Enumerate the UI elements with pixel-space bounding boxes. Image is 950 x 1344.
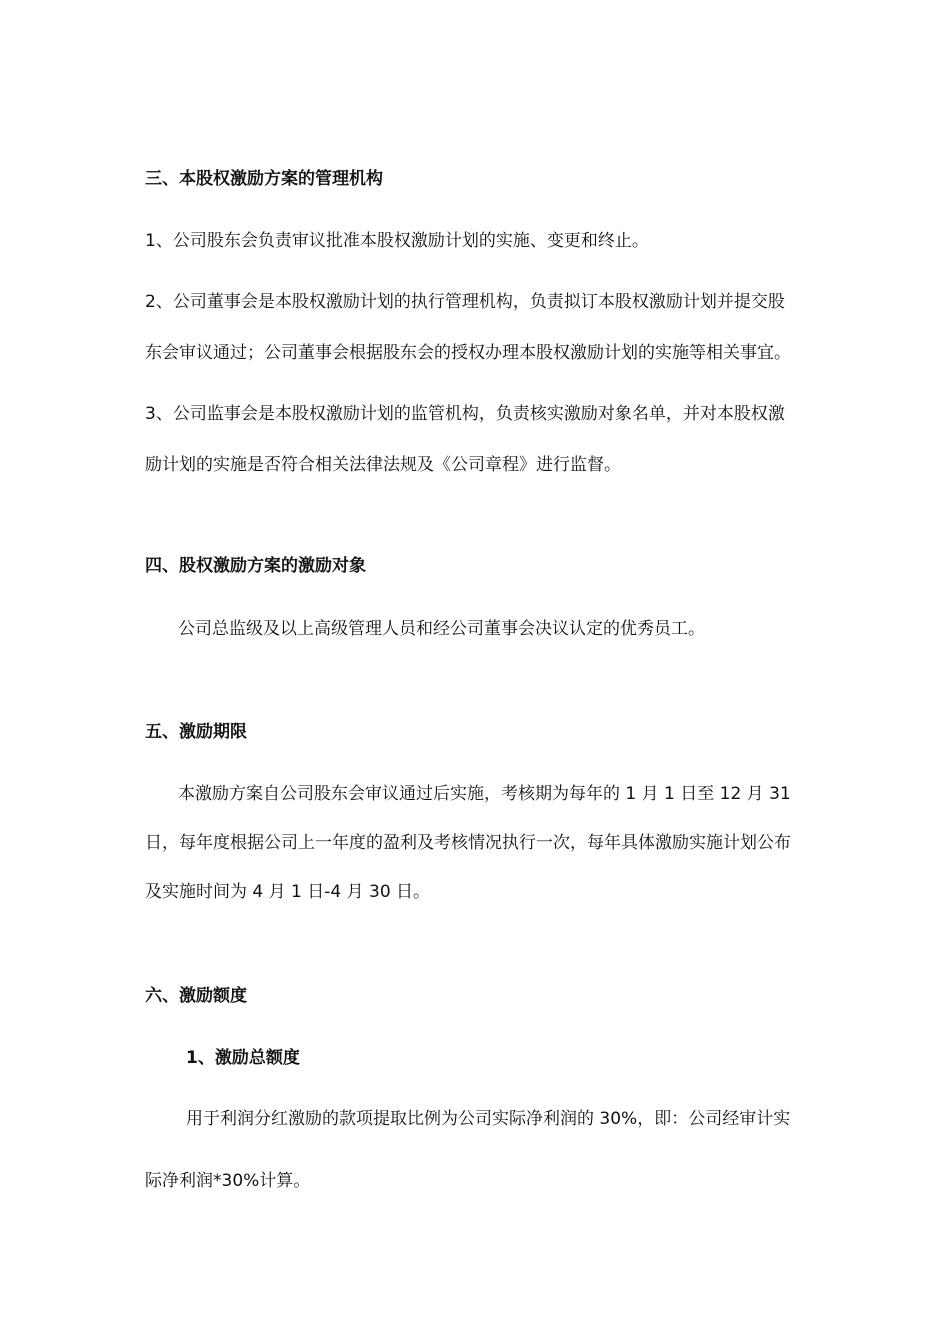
- section-5-heading: 五、激励期限: [145, 722, 247, 742]
- section-3-item-3-line-2: 励计划的实施是否符合相关法律法规及《公司章程》进行监督。: [145, 455, 621, 475]
- section-6-subheading: 1、激励总额度: [186, 1048, 300, 1068]
- section-6-body-line-1: 用于利润分红激励的款项提取比例为公司实际净利润的 30%，即：公司经审计实: [186, 1109, 791, 1129]
- section-3-item-3-line-1: 3、公司监事会是本股权激励计划的监管机构，负责核实激励对象名单，并对本股权激: [145, 404, 785, 424]
- section-5-body-line-2: 日，每年度根据公司上一年度的盈利及考核情况执行一次，每年具体激励实施计划公布: [145, 833, 791, 853]
- section-4-heading: 四、股权激励方案的激励对象: [145, 556, 366, 576]
- section-3-item-1: 1、公司股东会负责审议批准本股权激励计划的实施、变更和终止。: [145, 231, 649, 251]
- section-3-item-2-line-1: 2、公司董事会是本股权激励计划的执行管理机构，负责拟订本股权激励计划并提交股: [145, 292, 785, 312]
- section-3-item-2-line-2: 东会审议通过；公司董事会根据股东会的授权办理本股权激励计划的实施等相关事宜。: [145, 343, 791, 363]
- section-6-heading: 六、激励额度: [145, 986, 247, 1006]
- section-6-body-line-2: 际净利润*30%计算。: [145, 1171, 311, 1191]
- section-5-body-line-1: 本激励方案自公司股东会审议通过后实施，考核期为每年的 1 月 1 日至 12 月 31: [178, 784, 791, 804]
- section-3-heading: 三、本股权激励方案的管理机构: [145, 169, 383, 189]
- section-5-body-line-3: 及实施时间为 4 月 1 日-4 月 30 日。: [145, 882, 431, 902]
- section-4-body: 公司总监级及以上高级管理人员和经公司董事会决议认定的优秀员工。: [178, 619, 705, 639]
